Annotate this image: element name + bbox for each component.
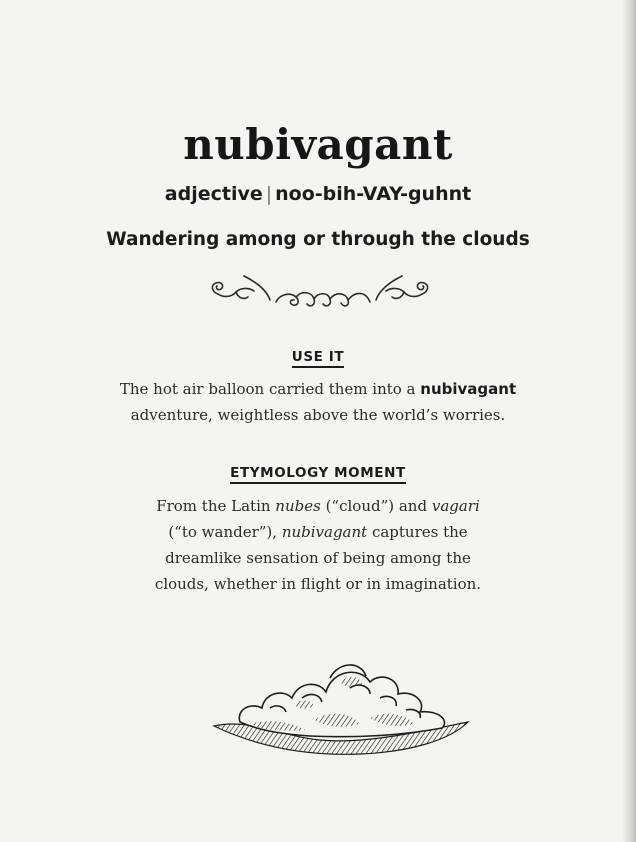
etymology-heading: ETYMOLOGY MOMENT <box>0 465 636 481</box>
part-of-speech: adjective <box>164 183 263 205</box>
etymology-line-2: (“to wander”), nubivagant captures the <box>168 523 468 541</box>
use-it-text <box>0 376 636 428</box>
separator: | <box>265 183 273 205</box>
latin-nubes: nubes <box>275 497 321 515</box>
latin-vagari: vagari <box>431 497 480 515</box>
etymology-line-3: dreamlike sensation of being among the <box>165 549 471 567</box>
definition: Wandering among or through the clouds <box>106 229 530 250</box>
use-it-heading: USE IT <box>0 349 636 365</box>
etymology-line-4: clouds, whether in flight or in imagination. <box>154 575 482 593</box>
etymology-text <box>0 493 636 597</box>
scroll-flourish-icon <box>204 272 436 314</box>
use-it-line-2: adventure, weightless above the world’s worries. <box>130 406 506 424</box>
italic-word: nubivagant <box>281 523 368 541</box>
use-it-line-1: The hot air balloon carried them into a nubivagant <box>119 380 517 398</box>
highlighted-word: nubivagant <box>420 380 517 398</box>
part-of-speech-line <box>0 183 636 205</box>
etymology-line-1: From the Latin nubes (“cloud”) and vagari <box>156 497 480 515</box>
pronunciation: noo-bih-VAY-guhnt <box>275 183 472 205</box>
cloud-engraving-icon <box>210 648 472 760</box>
entry-word: nubivagant <box>183 120 453 169</box>
